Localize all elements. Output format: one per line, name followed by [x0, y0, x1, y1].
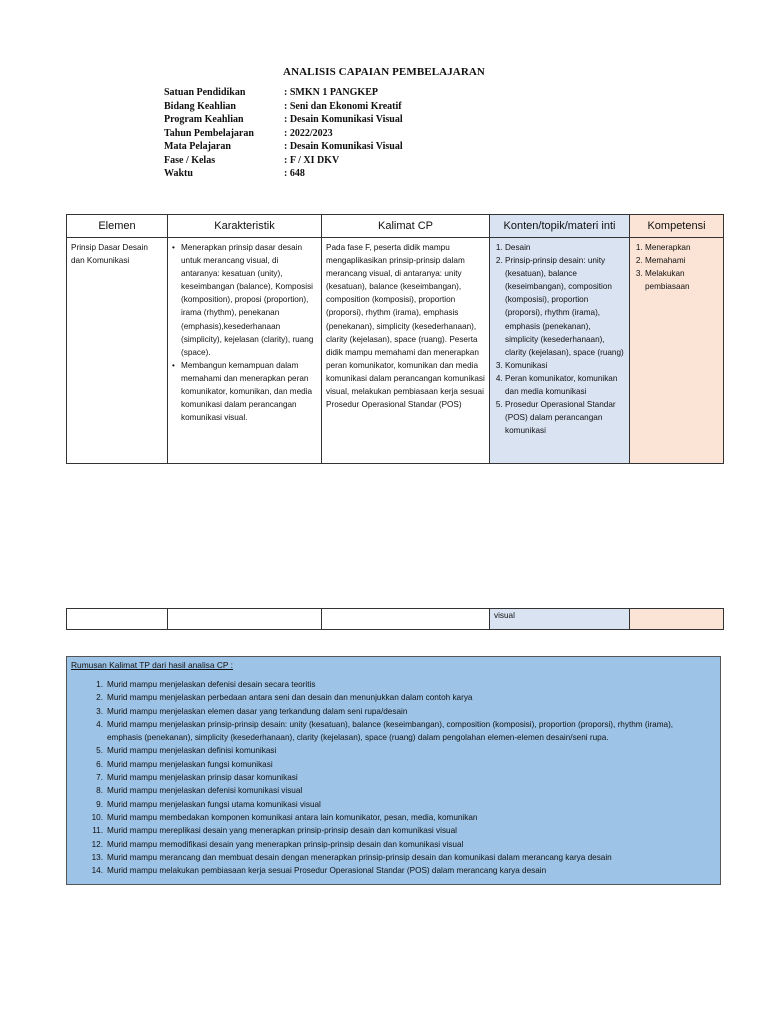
- list-item: [67, 811, 707, 824]
- list-item: [67, 838, 707, 851]
- item-text: Murid mampu menjelaskan definisi komunikasi: [107, 746, 277, 756]
- item-text: Murid mampu menjelaskan perbedaan antara seni dan desain dan menunjukkan dalam contoh karya: [107, 693, 473, 703]
- item-number: 14.: [91, 866, 103, 876]
- item-text: Murid mampu menjelaskan defenisi desain secara teoritis: [107, 680, 316, 689]
- header-elemen: Elemen: [67, 215, 168, 238]
- list-item: [67, 798, 707, 811]
- item-number: 12.: [91, 839, 103, 849]
- meta-value: : F / XI DKV: [284, 154, 340, 166]
- item-text: Murid mampu menjelaskan fungsi utama komunikasi visual: [107, 799, 321, 809]
- meta-label: Bidang Keahlian: [164, 100, 236, 112]
- item-text: Murid mampu menjelaskan defenisi komunikasi visual: [107, 786, 303, 796]
- list-item: 4. Peran komunikator, komunikan dan media komunikasi: [505, 372, 625, 398]
- list-item: 3. Komunikasi: [505, 359, 625, 372]
- meta-value: : Desain Komunikasi Visual: [284, 141, 403, 152]
- item-number: 13.: [91, 852, 103, 862]
- meta-row: [164, 167, 403, 181]
- cell-empty: [67, 609, 168, 630]
- meta-label: Program Keahlian: [164, 114, 244, 125]
- table-row: [67, 609, 724, 630]
- meta-row: [164, 140, 403, 154]
- list-item: 5. Prosedur Operasional Standar (POS) dalam perancangan komunikasi: [505, 398, 625, 437]
- list-item: 2. Memahami: [645, 254, 719, 267]
- meta-row: [164, 113, 403, 127]
- list-item: 3. Melakukan pembiasaan: [645, 267, 719, 293]
- meta-label: Mata Pelajaran: [164, 141, 231, 152]
- item-text: Murid mampu melakukan pembiasaan kerja sesuai Prosedur Operasional Standar (POS) dalam merancang karya desain: [107, 866, 547, 876]
- item-number: 8.: [96, 786, 103, 796]
- item-text: Murid mampu menjelaskan prinsip-prinsip desain: unity (kesatuan), balance (keseimbangan), composition (komposisi), proportion (proporsi), rhythm (irama), emphasis (penekanan), simplicity (kesederhanaan), clarity (kejelasan), space (ruang) dalam pengolahan elemen-elemen desain/seni rupa.: [107, 719, 674, 743]
- cell-karakteristik: [168, 238, 322, 464]
- header-kompetensi: Kompetensi: [630, 215, 724, 238]
- rumusan-box: [66, 656, 721, 885]
- item-number: 4.: [96, 719, 103, 729]
- item-text: Murid mampu membedakan komponen komunikasi antara lain komunikator, pesan, media, komunikan: [107, 812, 478, 822]
- item-number: 7.: [96, 773, 103, 783]
- item-number: 10.: [91, 812, 103, 822]
- meta-label: Satuan Pendidikan: [164, 87, 246, 98]
- table-header-row: [67, 215, 724, 238]
- meta-row: [164, 154, 403, 168]
- meta-label: Tahun Pembelajaran: [164, 127, 254, 139]
- cell-konten: [490, 238, 630, 464]
- cell-kompetensi: [630, 238, 724, 464]
- item-number: 3.: [96, 706, 103, 716]
- list-item: [67, 784, 707, 797]
- list-item: [67, 824, 707, 837]
- list-item: 1. Desain: [505, 241, 625, 254]
- cell-empty: [322, 609, 490, 630]
- meta-value: : Desain Komunikasi Visual: [284, 114, 403, 125]
- item-text: Murid mampu menjelaskan fungsi komunikasi: [107, 759, 273, 769]
- list-item: 2. Prinsip-prinsip desain: unity (kesatuan), balance (keseimbangan), composition (komposisi), proportion (proporsi), rhythm (irama), emphasis (penekanan), simplicity (kesederhanaan), clarity (kejelasan), space (ruang): [505, 254, 625, 359]
- meta-value: : 2022/2023: [284, 127, 333, 139]
- list-item: [67, 718, 707, 745]
- item-number: 1.: [96, 680, 103, 689]
- list-item: [67, 691, 707, 704]
- header-kalimat-cp: Kalimat CP: [322, 215, 490, 238]
- item-number: 6.: [96, 759, 103, 769]
- item-text: Murid mampu menjelaskan elemen dasar yang terkandung dalam seni rupa/desain: [107, 706, 408, 716]
- cell-empty: [168, 609, 322, 630]
- item-number: 5.: [96, 746, 103, 756]
- header-konten: Konten/topik/materi inti: [490, 215, 630, 238]
- item-number: 11.: [92, 826, 103, 836]
- header-karakteristik: Karakteristik: [168, 215, 322, 238]
- list-item: • Menerapkan prinsip dasar desain untuk merancang visual, di antaranya: kesatuan (unity), keseimbangan (balance), Komposisi (komposition), proposi (proportion), irama (rhythm), penekanan (emphasis),kesederhanaan (simplicity), kejelasan (clarity), ruang (space).: [180, 241, 317, 359]
- list-item: [67, 864, 707, 877]
- item-text: Murid mampu mereplikasi desain yang menerapkan prinsip-prinsip desain dan komunikasi visual: [107, 826, 457, 836]
- continuation-table: [66, 608, 724, 630]
- list-item: 1. Menerapkan: [645, 241, 719, 254]
- meta-row: [164, 100, 403, 114]
- list-item: • Membangun kemampuan dalam memahami dan menerapkan peran komunikator, komunikan, dan media komunikasi dalam perancangan komunikasi visual.: [180, 359, 317, 424]
- meta-row: [164, 127, 403, 141]
- meta-value: : SMKN 1 PANGKEP: [284, 87, 378, 98]
- cp-analysis-table: [66, 214, 724, 464]
- list-item: [67, 744, 707, 757]
- meta-label: Fase / Kelas: [164, 154, 216, 166]
- meta-label: Waktu: [164, 168, 193, 179]
- document-title: ANALISIS CAPAIAN PEMBELAJARAN: [283, 66, 485, 78]
- list-item: [67, 771, 707, 784]
- meta-value: : Seni dan Ekonomi Kreatif: [284, 100, 402, 112]
- cell-empty: [630, 609, 724, 630]
- item-text: Murid mampu memodifikasi desain yang menerapkan prinsip-prinsip desain dan komunikasi visual: [107, 839, 464, 849]
- item-number: 2.: [96, 693, 103, 703]
- list-item: [67, 678, 707, 691]
- cell-elemen: Prinsip Dasar Desain dan Komunikasi: [67, 238, 168, 464]
- item-text: Murid mampu menjelaskan prinsip dasar komunikasi: [107, 773, 298, 783]
- cell-konten-continuation: visual: [490, 609, 630, 630]
- item-number: 9.: [96, 799, 103, 809]
- list-item: [67, 758, 707, 771]
- meta-value: : 648: [284, 168, 305, 179]
- cell-kalimat-cp: Pada fase F, peserta didik mampu mengaplikasikan prinsip-prinsip dalam merancang visual, di antaranya: unity (kesatuan), balance (keseimbangan), composition (komposisi), proportion (proporsi), rhythm (irama), emphasis (penekanan), simplicity (kesederhanaan), clarity (kejelasan), space (ruang). Peserta didik mampu memahami dan menerapkan peran komunikator, komunikan dan media komunikasi dalam perancangan komunikasi visual, melakukan pembiasaan kerja sesuai Prosedur Operasional Standar (POS): [322, 238, 490, 464]
- meta-row: [164, 86, 403, 100]
- rumusan-heading: Rumusan Kalimat TP dari hasil analisa CP :: [71, 660, 233, 670]
- item-text: Murid mampu merancang dan membuat desain dengan menerapkan prinsip-prinsip desain dan komunikasi dalam merancang karya desain: [107, 852, 612, 862]
- meta-info: [164, 86, 403, 181]
- list-item: [67, 705, 707, 718]
- table-row: [67, 238, 724, 464]
- list-item: [67, 851, 707, 864]
